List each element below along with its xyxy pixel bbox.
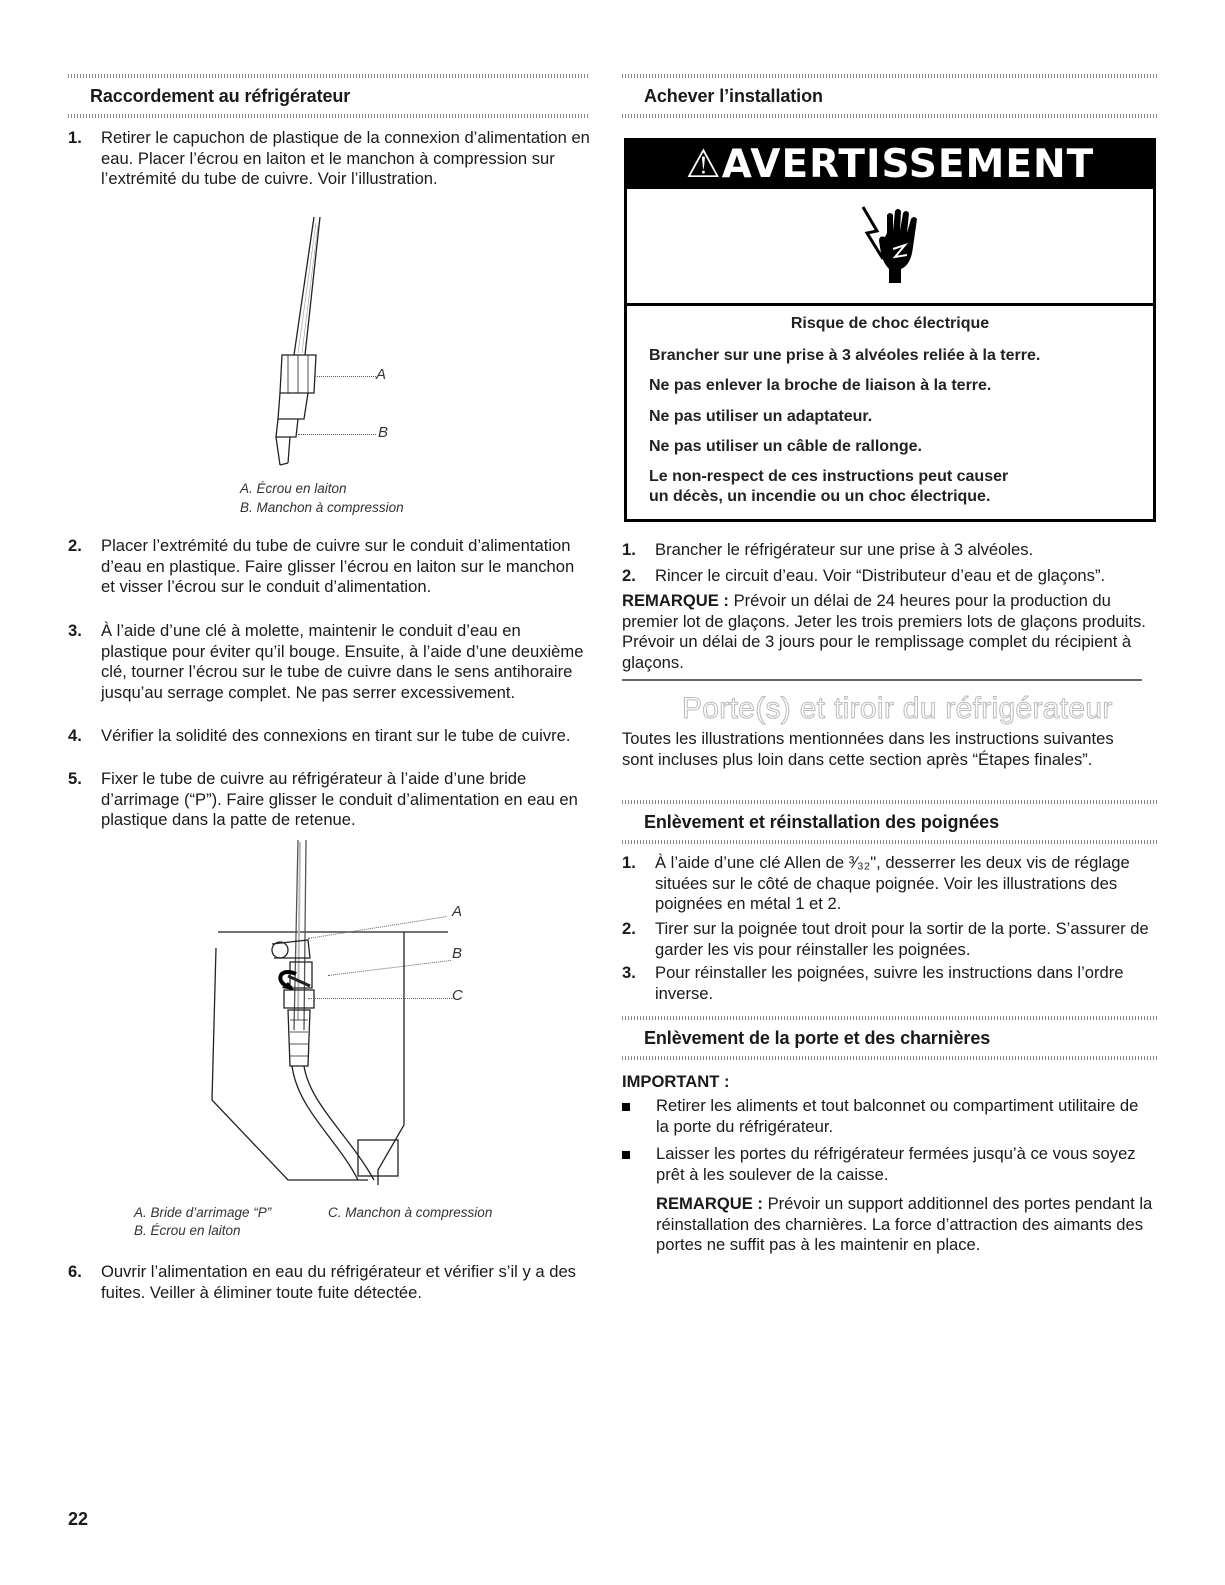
note-text: Prévoir un support additionnel des portes pendant la réinstallation des charnières. La force d’attraction des aimants des portes ne suffit pas à les maintenir en place. (656, 1194, 1153, 1254)
step-text: À l’aide d’une clé Allen de ³⁄₃₂", desserrer les deux vis de réglage situées sur le côté de chaque poignée. Voir les illustrations des poignées en métal 1 et 2. (655, 853, 1130, 913)
label-c: C (452, 987, 463, 1004)
step-number: 2. (68, 536, 82, 555)
warning-banner (627, 141, 1153, 189)
p-clamp-illustration (208, 840, 528, 1190)
step-number: 2. (622, 566, 636, 585)
section-header (622, 74, 1157, 118)
note-paragraph (656, 1194, 1156, 1256)
section-heading: Achever l’installation (644, 86, 823, 106)
step-text: Fixer le tube de cuivre au réfrigérateur à l’aide d’une bride d’arrimage (“P”). Faire glisser le conduit d’alimentation en eau en plastique dans la patte de retenue. (101, 769, 578, 829)
step-number: 5. (68, 769, 82, 788)
bullet-icon (622, 1103, 630, 1111)
step-number: 6. (68, 1262, 82, 1281)
step-text: Tirer sur la poignée tout droit pour la sortir de la porte. S’assurer de garder les vis pour réinstaller les poignées. (655, 919, 1149, 959)
step-text: Brancher le réfrigérateur sur une prise à 3 alvéoles. (655, 540, 1034, 559)
label-a: A (452, 903, 463, 920)
page-number: 22 (68, 1509, 89, 1529)
step-text: Rincer le circuit d’eau. Voir “Distributeur d’eau et de glaçons”. (655, 566, 1106, 585)
warning-line: Ne pas enlever la broche de liaison à la terre. (649, 377, 992, 394)
section-heading: Enlèvement et réinstallation des poignées (644, 812, 1000, 832)
step-text: À l’aide d’une clé à molette, maintenir le conduit d’eau en plastique pour éviter qu’il bouge. Ensuite, à l’aide d’une deuxième clé, tourner l’écrou sur le tube de cuivre dans le sens antihoraire jusqu’au serrage complet. Ne pas serrer excessivement. (101, 621, 584, 702)
label-b: B (452, 945, 463, 962)
step-text: Pour réinstaller les poignées, suivre les instructions dans l’ordre inverse. (655, 963, 1124, 1003)
step-number: 3. (622, 963, 636, 982)
bullet-text: Laisser les portes du réfrigérateur fermées jusqu’à ce vous soyez prêt à les soulever de la caisse. (656, 1144, 1136, 1184)
divider (622, 679, 1142, 681)
figure-caption: A. Écrou en laiton (240, 481, 347, 496)
figure-caption: A. Bride d’arrimage “P” (134, 1205, 272, 1220)
electric-shock-hand-icon (857, 203, 927, 293)
warning-triangle-icon: ⚠ (685, 142, 722, 187)
figure-caption: B. Écrou en laiton (134, 1223, 241, 1238)
note-text: Prévoir un délai de 24 heures pour la production du premier lot de glaçons. Jeter les trois premiers lots de glaçons produits. Prévoir un délai de 3 jours pour le remplissage complet du récipient à glaçons. (622, 591, 1146, 672)
warning-box (624, 138, 1156, 522)
step-text: Placer l’extrémité du tube de cuivre sur le conduit d’alimentation d’eau en plastique. Faire glisser l’écrou en laiton sur le manchon et visser l’écrou sur le conduit d’alimentation. (101, 536, 575, 596)
section-title: Porte(s) et tiroir du réfrigérateur (682, 692, 1113, 725)
label-b: B (378, 424, 389, 441)
step-number: 3. (68, 621, 82, 640)
warning-line: Ne pas utiliser un câble de rallonge. (649, 438, 922, 455)
figure-caption: C. Manchon à compression (328, 1205, 493, 1220)
warning-title: AVERTISSEMENT (721, 142, 1095, 187)
step-number: 2. (622, 919, 636, 938)
section-header (622, 800, 1157, 844)
note-label: REMARQUE : (622, 591, 729, 610)
step-text: Retirer le capuchon de plastique de la connexion d’alimentation en eau. Placer l’écrou en laiton et le manchon à compression sur l’extrémité du tube de cuivre. Voir l’illustration. (101, 128, 590, 188)
note-paragraph (622, 591, 1150, 673)
warning-line: Ne pas utiliser un adaptateur. (649, 408, 873, 425)
step-number: 1. (622, 853, 636, 872)
section-header (68, 74, 590, 118)
section-header (622, 1016, 1157, 1060)
section-intro: Toutes les illustrations mentionnées dans les instructions suivantes sont incluses plus loin dans cette section après “Étapes finales”. (622, 729, 1114, 769)
section-heading: Enlèvement de la porte et des charnières (644, 1028, 991, 1048)
warning-line: Le non-respect de ces instructions peut causer (649, 468, 1009, 485)
warning-subtitle: Risque de choc électrique (790, 315, 990, 332)
bullet-text: Retirer les aliments et tout balconnet ou compartiment utilitaire de la porte du réfrigérateur. (656, 1096, 1139, 1136)
note-label: REMARQUE : (656, 1194, 763, 1213)
bullet-icon (622, 1151, 630, 1159)
section-heading: Raccordement au réfrigérateur (90, 86, 351, 106)
tube-connection-illustration (258, 215, 398, 470)
step-text: Ouvrir l’alimentation en eau du réfrigérateur et vérifier s’il y a des fuites. Veiller à éliminer toute fuite détectée. (101, 1262, 576, 1302)
warning-line: Brancher sur une prise à 3 alvéoles reliée à la terre. (649, 347, 1041, 364)
label-a: A (376, 366, 387, 383)
figure-caption: B. Manchon à compression (240, 500, 404, 515)
step-number: 1. (68, 128, 82, 147)
step-text: Vérifier la solidité des connexions en tirant sur le tube de cuivre. (101, 726, 571, 745)
warning-line: un décès, un incendie ou un choc électrique. (649, 488, 991, 505)
important-label: IMPORTANT : (622, 1072, 730, 1091)
step-number: 4. (68, 726, 82, 745)
step-number: 1. (622, 540, 636, 559)
